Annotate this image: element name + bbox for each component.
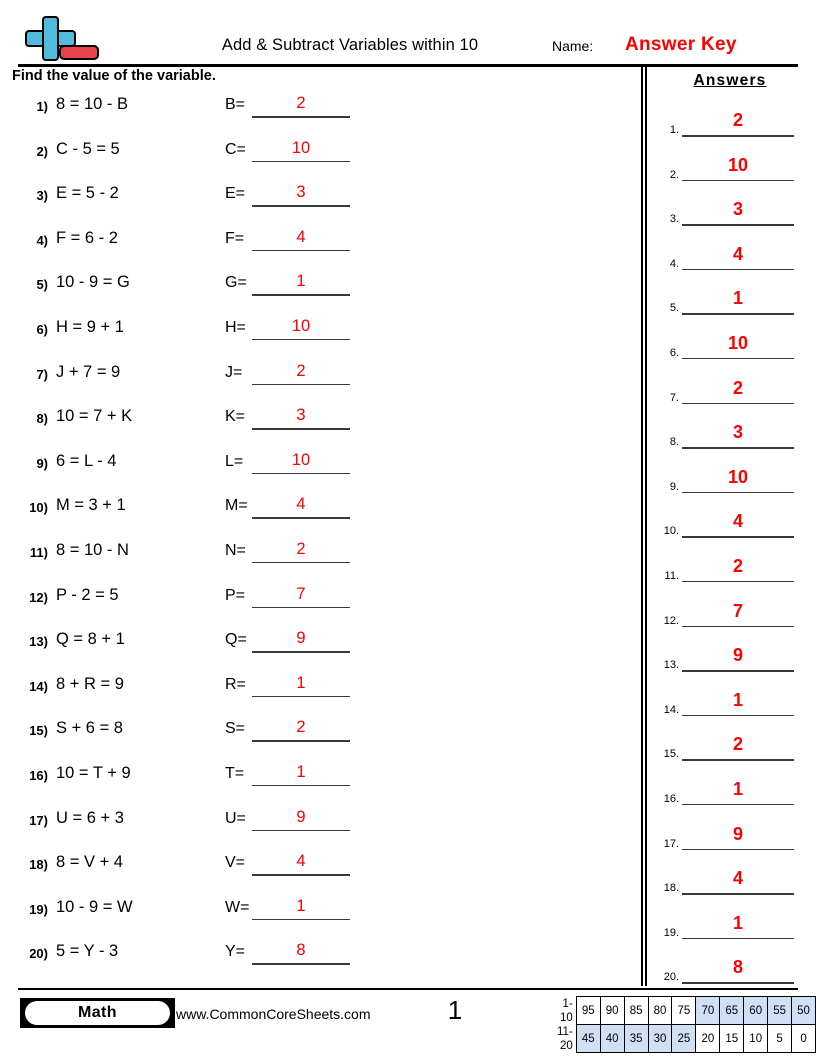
problem-equation: C - 5 = 5 xyxy=(56,139,120,158)
answer-key-line[interactable] xyxy=(682,893,794,895)
problem-row xyxy=(0,850,640,895)
answer-blank-line[interactable] xyxy=(252,428,350,430)
answer-key-value: 8 xyxy=(732,957,743,978)
answer-key-value: 10 xyxy=(727,332,749,353)
problem-row xyxy=(0,404,640,449)
problem-answer: 1 xyxy=(296,896,306,915)
answer-key-row xyxy=(651,682,816,727)
grading-scale-row-label: 11-20 xyxy=(557,1025,573,1052)
problem-number: 5) xyxy=(36,277,48,293)
problem-number: 3) xyxy=(36,188,48,204)
answer-key-number: 7. xyxy=(669,391,679,404)
problem-variable-label: W= xyxy=(225,898,250,916)
problem-number: 14) xyxy=(29,678,48,694)
grading-scale-cell: 95 xyxy=(576,997,600,1025)
problem-variable-label: T= xyxy=(225,764,245,782)
problem-number: 1) xyxy=(36,99,48,114)
answer-key-value: 10 xyxy=(727,466,749,487)
grading-scale-cell: 0 xyxy=(792,1025,816,1053)
subject-badge-label: Math xyxy=(25,1001,170,1025)
answer-key-row xyxy=(651,236,816,281)
grading-scale-cell: 80 xyxy=(648,997,672,1025)
problem-row xyxy=(0,92,640,137)
problem-row xyxy=(0,270,640,315)
divider-line-right xyxy=(645,66,647,986)
answer-blank-line[interactable] xyxy=(252,339,350,341)
answer-key-row xyxy=(651,459,816,504)
answer-blank-line[interactable] xyxy=(252,651,350,653)
problem-variable-label: H= xyxy=(225,318,246,336)
problem-row xyxy=(0,360,640,405)
grading-scale-cell: 65 xyxy=(720,997,744,1025)
answer-key-value: 1 xyxy=(732,912,743,933)
answer-key-value: 1 xyxy=(732,689,743,710)
problem-equation: 8 + R = 9 xyxy=(56,674,124,693)
answer-blank-line[interactable] xyxy=(252,830,350,832)
answer-blank-line[interactable] xyxy=(252,161,350,163)
problem-number: 4) xyxy=(36,232,48,248)
grading-scale-cell: 25 xyxy=(672,1025,696,1053)
answer-key-line[interactable] xyxy=(682,224,794,226)
answer-key-value: 2 xyxy=(732,734,743,755)
answer-key-line[interactable] xyxy=(682,804,794,806)
grading-scale-cell: 85 xyxy=(624,997,648,1025)
problem-equation: S + 6 = 8 xyxy=(56,719,123,738)
problem-number: 17) xyxy=(29,812,48,828)
answer-blank-line[interactable] xyxy=(252,607,350,609)
problem-number: 11) xyxy=(29,544,48,560)
answer-key-number: 17. xyxy=(663,837,679,850)
problem-variable-label: B= xyxy=(225,96,246,113)
problem-answer: 4 xyxy=(296,495,306,514)
problem-equation: H = 9 + 1 xyxy=(56,317,124,336)
answer-key-number: 12. xyxy=(663,614,679,627)
problem-row xyxy=(0,226,640,271)
problem-row xyxy=(0,137,640,182)
answer-blank-line[interactable] xyxy=(252,785,350,787)
problem-variable-label: Y= xyxy=(225,943,246,961)
answer-key-line[interactable] xyxy=(682,849,794,851)
problem-row xyxy=(0,716,640,761)
problem-number: 9) xyxy=(36,455,48,471)
problem-answer: 10 xyxy=(291,316,311,335)
answer-blank-line[interactable] xyxy=(252,919,350,921)
answer-key-number: 16. xyxy=(663,792,679,805)
answer-key-line[interactable] xyxy=(682,492,794,494)
answer-key-row xyxy=(651,637,816,682)
problem-answer: 9 xyxy=(296,807,306,826)
problem-number: 7) xyxy=(36,366,48,382)
problem-variable-label: G= xyxy=(225,274,247,292)
answer-key-line[interactable] xyxy=(682,403,794,405)
grading-scale-cell: 40 xyxy=(600,1025,624,1053)
grading-scale-cell: 55 xyxy=(768,997,792,1025)
answer-key-line[interactable] xyxy=(682,715,794,717)
answer-blank-line[interactable] xyxy=(252,696,350,698)
problem-row xyxy=(0,583,640,628)
answer-blank-line[interactable] xyxy=(252,294,350,296)
column-divider xyxy=(641,66,647,986)
answer-key-value: 4 xyxy=(732,243,743,264)
problem-row xyxy=(0,538,640,583)
answer-key-number: 14. xyxy=(663,703,679,716)
problem-answer: 4 xyxy=(296,852,306,871)
problem-number: 13) xyxy=(29,634,48,650)
problem-number: 8) xyxy=(36,411,48,427)
answer-key-row xyxy=(651,816,816,861)
answer-blank-line[interactable] xyxy=(252,874,350,876)
answer-key-value: 10 xyxy=(727,154,749,175)
problem-equation: 10 = T + 9 xyxy=(56,763,131,782)
answer-blank-line[interactable] xyxy=(252,517,350,519)
answer-key-value: 2 xyxy=(732,110,743,130)
problem-row xyxy=(0,493,640,538)
header-divider xyxy=(18,64,798,67)
answer-key-value: 1 xyxy=(732,778,743,799)
grading-scale-cell: 50 xyxy=(792,997,816,1025)
grading-scale-cell: 10 xyxy=(744,1025,768,1053)
problem-equation: 8 = 10 - B xyxy=(56,95,129,113)
answer-key-row xyxy=(651,503,816,548)
answer-key-line[interactable] xyxy=(682,626,794,628)
problem-answer: 1 xyxy=(296,272,306,291)
answer-key-line[interactable] xyxy=(682,938,794,940)
name-value: Answer Key xyxy=(625,34,737,55)
problem-number: 20) xyxy=(29,946,48,962)
problem-number: 16) xyxy=(29,767,48,783)
problem-answer: 2 xyxy=(296,539,306,558)
problem-row xyxy=(0,449,640,494)
answer-key-line[interactable] xyxy=(682,581,794,583)
problem-answer: 1 xyxy=(296,673,306,692)
problem-answer: 3 xyxy=(296,406,306,425)
answer-key-line[interactable] xyxy=(682,135,794,137)
answer-blank-line[interactable] xyxy=(252,963,350,965)
answer-blank-line[interactable] xyxy=(252,205,350,207)
problem-equation: P - 2 = 5 xyxy=(56,585,119,604)
problem-equation: 6 = L - 4 xyxy=(56,451,117,470)
answer-blank-line[interactable] xyxy=(252,384,350,386)
problem-row xyxy=(0,761,640,806)
answer-key-line[interactable] xyxy=(682,670,794,672)
problem-number: 2) xyxy=(36,143,48,159)
problem-equation: U = 6 + 3 xyxy=(56,808,124,827)
problem-answer: 7 xyxy=(296,584,306,603)
problem-equation: J + 7 = 9 xyxy=(56,362,121,381)
problem-number: 18) xyxy=(29,857,48,873)
instruction-text: Find the value of the variable. xyxy=(12,68,216,84)
answer-key-line[interactable] xyxy=(682,269,794,271)
problem-variable-label: N= xyxy=(225,541,246,559)
problem-answer: 2 xyxy=(296,361,306,380)
footer-divider xyxy=(18,988,798,990)
grading-scale-cell: 15 xyxy=(720,1025,744,1053)
answer-key-number: 10. xyxy=(663,525,679,538)
answer-key-row xyxy=(651,905,816,950)
problem-variable-label: F= xyxy=(225,229,245,247)
problem-row xyxy=(0,806,640,851)
answer-key-value: 9 xyxy=(732,823,743,844)
problem-equation: 8 = V + 4 xyxy=(56,853,123,872)
answer-blank-line[interactable] xyxy=(252,250,350,252)
answer-key-line[interactable] xyxy=(682,313,794,315)
problem-equation: 8 = 10 - N xyxy=(56,540,129,559)
problem-variable-label: U= xyxy=(225,809,246,827)
problem-answer: 10 xyxy=(291,450,311,469)
problem-equation: E = 5 - 2 xyxy=(56,184,119,203)
grading-scale-cell: 70 xyxy=(696,997,720,1025)
answer-key-line[interactable] xyxy=(682,759,794,761)
problem-answer: 10 xyxy=(291,138,311,157)
answer-key-row xyxy=(651,280,816,325)
problem-equation: 10 - 9 = W xyxy=(56,897,133,916)
problem-equation: 5 = Y - 3 xyxy=(56,942,119,961)
answer-key-value: 7 xyxy=(732,600,743,621)
answer-key-number: 2. xyxy=(669,168,679,181)
answer-key-number: 6. xyxy=(669,346,679,359)
answer-key-row xyxy=(651,370,816,415)
problem-answer: 3 xyxy=(296,183,306,202)
grading-scale-cell: 90 xyxy=(600,997,624,1025)
problem-answer: 2 xyxy=(296,718,306,737)
problem-variable-label: E= xyxy=(225,185,246,203)
answer-key-number: 13. xyxy=(663,659,679,672)
name-label: Name: xyxy=(552,38,594,54)
answer-key-line[interactable] xyxy=(682,536,794,538)
problem-variable-label: Q= xyxy=(225,631,247,649)
answer-key-number: 11. xyxy=(664,569,679,582)
answer-key-row xyxy=(651,147,816,192)
answers-heading: Answers xyxy=(693,72,767,89)
answer-key-line[interactable] xyxy=(682,180,794,182)
grading-scale-cell: 30 xyxy=(648,1025,672,1053)
problem-answer: 9 xyxy=(296,629,306,648)
answer-blank-line[interactable] xyxy=(252,562,350,564)
problem-answer: 4 xyxy=(296,227,306,246)
answer-key-value: 4 xyxy=(732,868,743,889)
problem-variable-label: L= xyxy=(225,452,244,470)
answer-key-number: 9. xyxy=(669,480,679,493)
answer-key-row xyxy=(651,771,816,816)
problem-row xyxy=(0,672,640,717)
answer-key-row xyxy=(651,102,816,147)
answer-key-number: 1. xyxy=(669,124,679,136)
problem-equation: 10 = 7 + K xyxy=(56,407,133,426)
answer-blank-line[interactable] xyxy=(252,473,350,475)
grading-scale-table xyxy=(556,996,816,1053)
problem-equation: 10 - 9 = G xyxy=(56,273,130,292)
answer-key-row xyxy=(651,414,816,459)
page-number: 1 xyxy=(447,995,463,1025)
answer-key-number: 15. xyxy=(663,748,679,761)
answer-key-number: 5. xyxy=(669,302,679,315)
problem-row xyxy=(0,315,640,360)
problem-list xyxy=(0,92,640,984)
answer-key-value: 9 xyxy=(732,645,743,666)
problem-answer: 2 xyxy=(296,94,306,112)
problem-number: 19) xyxy=(29,901,48,917)
problem-variable-label: C= xyxy=(225,140,246,158)
answer-key-number: 3. xyxy=(669,213,679,226)
answer-key-line[interactable] xyxy=(682,447,794,449)
grading-scale-cell: 45 xyxy=(576,1025,600,1053)
problem-variable-label: S= xyxy=(225,720,246,738)
answer-key-value: 3 xyxy=(732,199,743,220)
grading-scale-cell: 60 xyxy=(744,997,768,1025)
problem-number: 15) xyxy=(29,723,48,739)
problem-equation: Q = 8 + 1 xyxy=(56,630,125,649)
answer-key-value: 2 xyxy=(732,555,743,576)
problem-row xyxy=(0,939,640,984)
answer-key-row xyxy=(651,860,816,905)
answer-blank-line[interactable] xyxy=(252,116,350,118)
worksheet-title: Add & Subtract Variables within 10 xyxy=(221,36,479,54)
answer-key-row xyxy=(651,325,816,370)
answer-key-line[interactable] xyxy=(682,982,794,984)
problem-variable-label: R= xyxy=(225,675,246,693)
answer-key-row xyxy=(651,548,816,593)
answer-key-number: 20. xyxy=(663,971,679,984)
problem-number: 10) xyxy=(29,500,48,516)
answer-key-line[interactable] xyxy=(682,358,794,360)
answer-key-list xyxy=(651,102,816,994)
page-header xyxy=(0,0,816,66)
subject-badge xyxy=(20,998,175,1028)
problem-equation: F = 6 - 2 xyxy=(56,228,118,247)
answer-key-number: 4. xyxy=(669,257,679,270)
problem-variable-label: M= xyxy=(225,497,248,515)
website-url: www.CommonCoreSheets.com xyxy=(176,1006,371,1022)
problem-number: 12) xyxy=(29,589,48,605)
problem-variable-label: P= xyxy=(225,586,246,604)
problem-row xyxy=(0,895,640,940)
grading-scale-cell: 75 xyxy=(672,997,696,1025)
answer-key-value: 3 xyxy=(732,422,743,443)
answer-key-row xyxy=(651,191,816,236)
answer-key-value: 1 xyxy=(732,288,743,309)
answer-blank-line[interactable] xyxy=(252,740,350,742)
problem-number: 6) xyxy=(36,321,48,337)
answer-key-value: 2 xyxy=(732,377,743,398)
problem-row xyxy=(0,627,640,672)
problem-answer: 1 xyxy=(296,762,306,781)
grading-scale-row xyxy=(556,997,816,1025)
answer-key-number: 8. xyxy=(669,436,679,449)
grading-scale-cell: 5 xyxy=(768,1025,792,1053)
divider-line-left xyxy=(641,66,643,986)
grading-scale-row xyxy=(556,1025,816,1053)
answer-key-value: 4 xyxy=(732,511,743,532)
grading-scale-cell: 35 xyxy=(624,1025,648,1053)
answer-key-number: 18. xyxy=(663,882,679,895)
answer-key-number: 19. xyxy=(663,926,679,939)
problem-variable-label: J= xyxy=(225,363,243,381)
problem-equation: M = 3 + 1 xyxy=(56,496,126,515)
problem-answer: 8 xyxy=(296,941,306,960)
problem-variable-label: V= xyxy=(225,854,246,872)
answer-key-row xyxy=(651,726,816,771)
problem-row xyxy=(0,181,640,226)
grading-scale-row-label: 1-10 xyxy=(559,997,573,1024)
problem-variable-label: K= xyxy=(225,408,246,426)
grading-scale-cell: 20 xyxy=(696,1025,720,1053)
answer-key-row xyxy=(651,593,816,638)
